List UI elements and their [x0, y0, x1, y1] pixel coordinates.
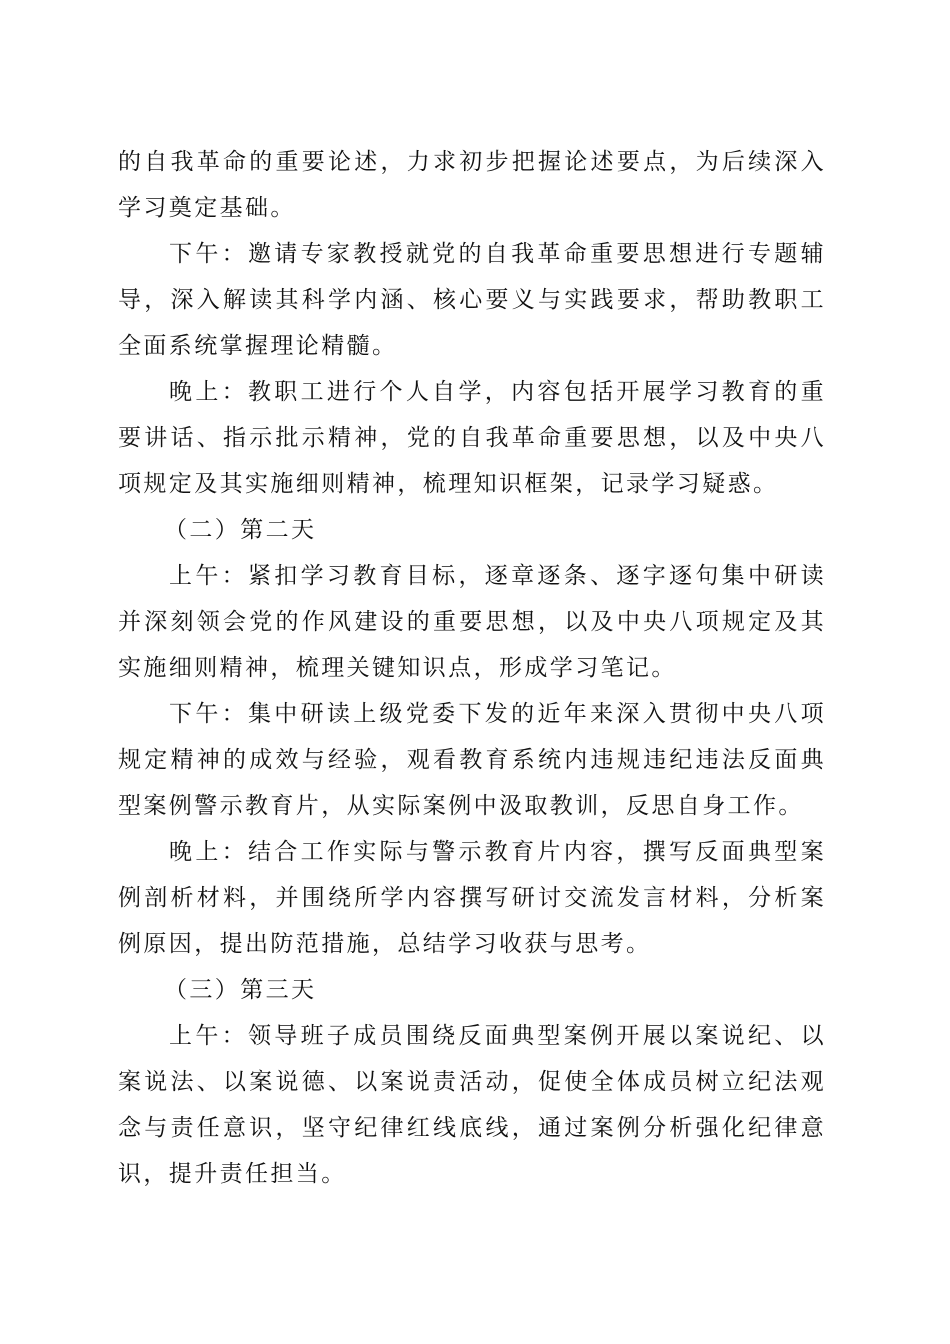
paragraph-day2-evening: 晚上：结合工作实际与警示教育片内容，撰写反面典型案例剖析材料，并围绕所学内容撰写研讨交流发言材料，分析案例原因，提出防范措施，总结学习收获与思考。	[118, 839, 826, 957]
section-heading-day3: （三）第三天	[164, 977, 317, 1003]
section-heading-day2: （二）第二天	[164, 517, 317, 543]
paragraph-day1-evening: 晚上：教职工进行个人自学，内容包括开展学习教育的重要讲话、指示批示精神，党的自我革命重要思想，以及中央八项规定及其实施细则精神，梳理知识框架，记录学习疑惑。	[118, 379, 826, 497]
paragraph-continued: 的自我革命的重要论述，力求初步把握论述要点，为后续深入学习奠定基础。	[118, 149, 826, 221]
paragraph-day1-afternoon: 下午：邀请专家教授就党的自我革命重要思想进行专题辅导，深入解读其科学内涵、核心要义与实践要求，帮助教职工全面系统掌握理论精髓。	[118, 241, 826, 359]
paragraph-day2-morning: 上午：紧扣学习教育目标，逐章逐条、逐字逐句集中研读并深刻领会党的作风建设的重要思想，以及中央八项规定及其实施细则精神，梳理关键知识点，形成学习笔记。	[118, 563, 826, 681]
paragraph-day3-morning: 上午：领导班子成员围绕反面典型案例开展以案说纪、以案说法、以案说德、以案说责活动，促使全体成员树立纪法观念与责任意识，坚守纪律红线底线，通过案例分析强化纪律意识，提升责任担当。	[118, 1023, 826, 1187]
paragraph-day2-afternoon: 下午：集中研读上级党委下发的近年来深入贯彻中央八项规定精神的成效与经验，观看教育系统内违规违纪违法反面典型案例警示教育片，从实际案例中汲取教训，反思自身工作。	[118, 701, 826, 819]
document-body	[118, 139, 826, 1197]
